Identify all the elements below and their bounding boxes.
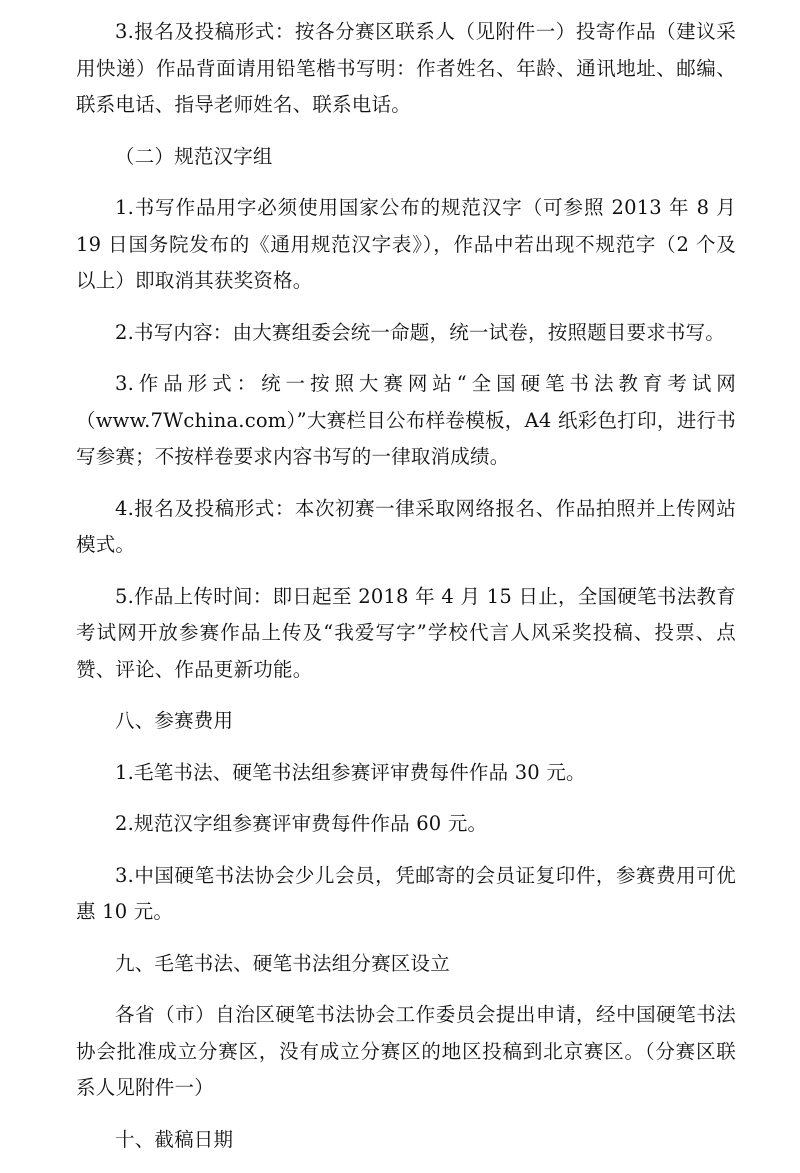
- para-writing-content: 2.书写内容：由大赛组委会统一命题，统一试卷，按照题目要求书写。: [115, 320, 726, 344]
- heading-standard-hanzi-group: （二）规范汉字组: [115, 144, 273, 168]
- para-online-registration: 4.报名及投稿形式：本次初赛一律采取网络报名、作品拍照并上传网站模式。: [76, 496, 736, 556]
- para-fee-calligraphy: 1.毛笔书法、硬笔书法组参赛评审费每件作品 30 元。: [115, 760, 586, 784]
- para-division-setup: 各省（市）自治区硬笔书法协会工作委员会提出申请，经中国硬笔书法协会批准成立分赛区，没有成立分赛区的地区投稿到北京赛区。（分赛区联系人见附件一）: [76, 1003, 736, 1099]
- heading-section-8-fees: 八、参赛费用: [115, 709, 234, 732]
- para-fee-standard-hanzi: 2.规范汉字组参赛评审费每件作品 60 元。: [115, 812, 488, 835]
- para-standard-hanzi-rule: 1.书写作品用字必须使用国家公布的规范汉字（可参照 2013 年 8 月 19 日国务院发布的《通用规范汉字表》），作品中若出现不规范字（2 个及以上）即取消其获奖资格。: [76, 196, 736, 292]
- para-submission-method-calligraphy: 3.报名及投稿形式：按各分赛区联系人（见附件一）投寄作品（建议采用快递）作品背面请用铅笔楷书写明：作者姓名、年龄、通讯地址、邮编、联系电话、指导老师姓名、联系电话。: [76, 20, 736, 116]
- document-page: [76, 14, 736, 1173]
- para-upload-time: 5.作品上传时间：即日起至 2018 年 4 月 15 日止，全国硬笔书法教育考试网开放参赛作品上传及“我爱写字”学校代言人风采奖投稿、投票、点赞、评论、作品更新功能。: [76, 584, 736, 681]
- para-work-format: 3.作品形式：统一按照大赛网站“全国硬笔书法教育考试网（www.7Wchina.com）”大赛栏目公布样卷模板，A4 纸彩色打印，进行书写参赛；不按样卷要求内容书写的一律取消成绩。: [76, 372, 736, 468]
- heading-section-9-divisions: 九、毛笔书法、硬笔书法组分赛区设立: [115, 951, 450, 975]
- para-fee-discount: 3.中国硬笔书法协会少儿会员，凭邮寄的会员证复印件，参赛费用可优惠 10 元。: [76, 863, 736, 923]
- heading-section-10-deadline: 十、截稿日期: [115, 1127, 234, 1151]
